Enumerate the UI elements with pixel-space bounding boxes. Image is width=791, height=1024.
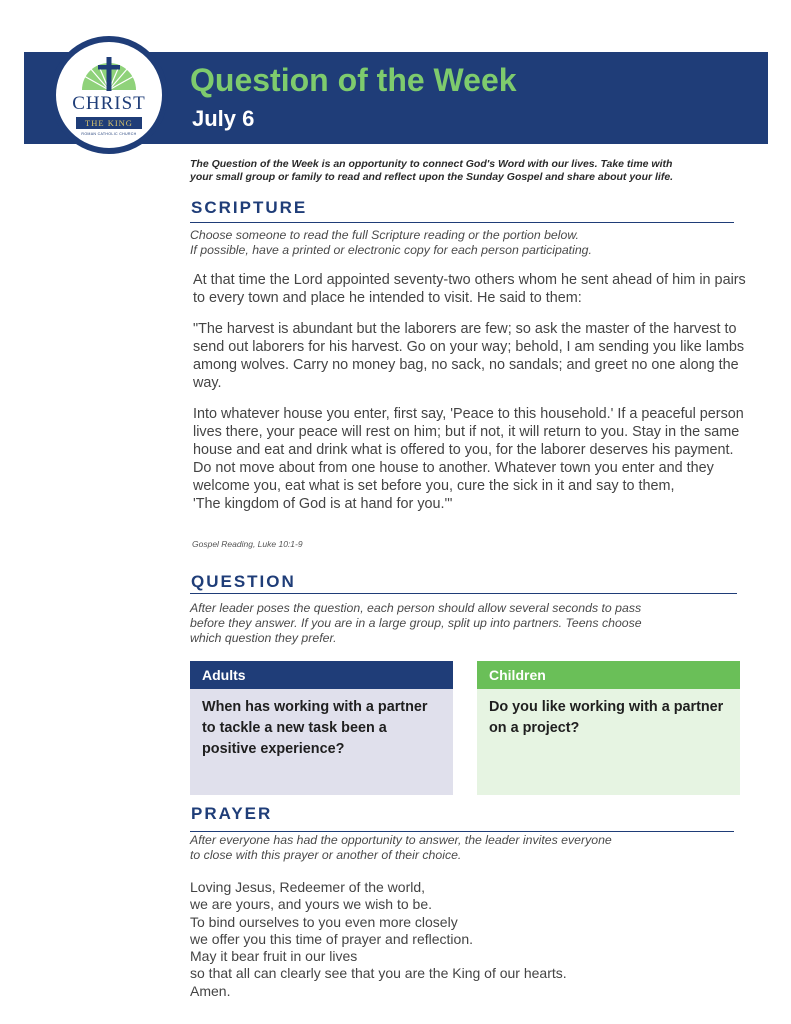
page-title: Question of the Week xyxy=(190,62,517,98)
scripture-paragraph-2: "The harvest is abundant but the laborers are few; so ask the master of the harvest to send out laborers for his harvest. Go on your way; behold, I am sending you like lambs among wolves. Carry no money bag, no sack, no sandals; and greet no one along the way. xyxy=(193,321,745,391)
note-line: to close with this prayer or another of their choice. xyxy=(190,848,462,862)
note-line: Choose someone to read the full Scripture reading or the portion below. xyxy=(190,228,579,242)
page-date: July 6 xyxy=(192,106,255,131)
scripture-divider xyxy=(190,222,734,223)
children-label: Children xyxy=(477,661,740,689)
adults-question-text: When has working with a partner to tackle a new task been a positive experience? xyxy=(202,699,428,757)
prayer-heading: PRAYER xyxy=(191,804,273,823)
note-line: After everyone has had the opportunity to answer, the leader invites everyone xyxy=(190,833,612,847)
church-logo xyxy=(50,36,168,154)
note-line: After leader poses the question, each person should allow several seconds to pass xyxy=(190,601,642,615)
prayer-line: May it bear fruit in our lives xyxy=(190,948,358,965)
scripture-heading: SCRIPTURE xyxy=(191,198,308,217)
logo-christ-text: CHRIST xyxy=(72,93,146,114)
prayer-line: Amen. xyxy=(190,982,231,999)
prayer-line: we offer you this time of prayer and reflection. xyxy=(190,930,473,947)
prayer-text xyxy=(190,879,567,1000)
question-heading: QUESTION xyxy=(191,572,296,591)
prayer-line: we are yours, and yours we wish to be. xyxy=(190,896,433,913)
adults-label: Adults xyxy=(190,661,453,689)
scripture-paragraph-1: At that time the Lord appointed seventy-two others whom he sent ahead of him in pairs to every town and place he intended to visit. He said to them: xyxy=(193,272,746,306)
scripture-paragraph-3-text: Into whatever house you enter, first say, 'Peace to this household.' If a peaceful person lives there, your peace will rest on him; but if not, it will return to you. Stay in the same house and eat and drink what is offered to you, for the laborer deserves his payment. Do not move about from one house to another. Whatever town you enter and they welcome you, eat what is set before you, cure the sick in it and say to them, xyxy=(193,406,744,494)
adults-question-box xyxy=(190,661,453,795)
prayer-note xyxy=(190,833,612,863)
prayer-divider xyxy=(190,831,734,832)
prayer-line: so that all can clearly see that you are the King of our hearts. xyxy=(190,965,567,982)
prayer-line: Loving Jesus, Redeemer of the world, xyxy=(190,879,426,895)
intro-line: your small group or family to read and reflect upon the Sunday Gospel and share about your life. xyxy=(190,171,674,183)
question-note xyxy=(190,601,642,646)
intro-text xyxy=(190,158,750,184)
intro-line: The Question of the Week is an opportunity to connect God's Word with our lives. Take time with xyxy=(190,158,673,170)
question-divider xyxy=(190,593,737,594)
scripture-paragraph-3-last: 'The kingdom of God is at hand for you.'" xyxy=(193,496,453,512)
logo-the-king-text: THE KING xyxy=(76,117,142,129)
children-question-text: Do you like working with a partner on a project? xyxy=(489,699,724,736)
note-line: before they answer. If you are in a large group, split up into partners. Teens choose xyxy=(190,616,642,630)
note-line: which question they prefer. xyxy=(190,631,337,645)
logo-subtitle-text: ROMAN CATHOLIC CHURCH xyxy=(81,132,137,136)
children-question-box xyxy=(477,661,740,795)
scripture-paragraph-3 xyxy=(193,405,753,513)
scripture-source: Gospel Reading, Luke 10:1-9 xyxy=(192,539,303,549)
scripture-note xyxy=(190,228,592,258)
note-line: If possible, have a printed or electronic copy for each person participating. xyxy=(190,243,592,257)
prayer-line: To bind ourselves to you even more closely xyxy=(190,913,458,930)
